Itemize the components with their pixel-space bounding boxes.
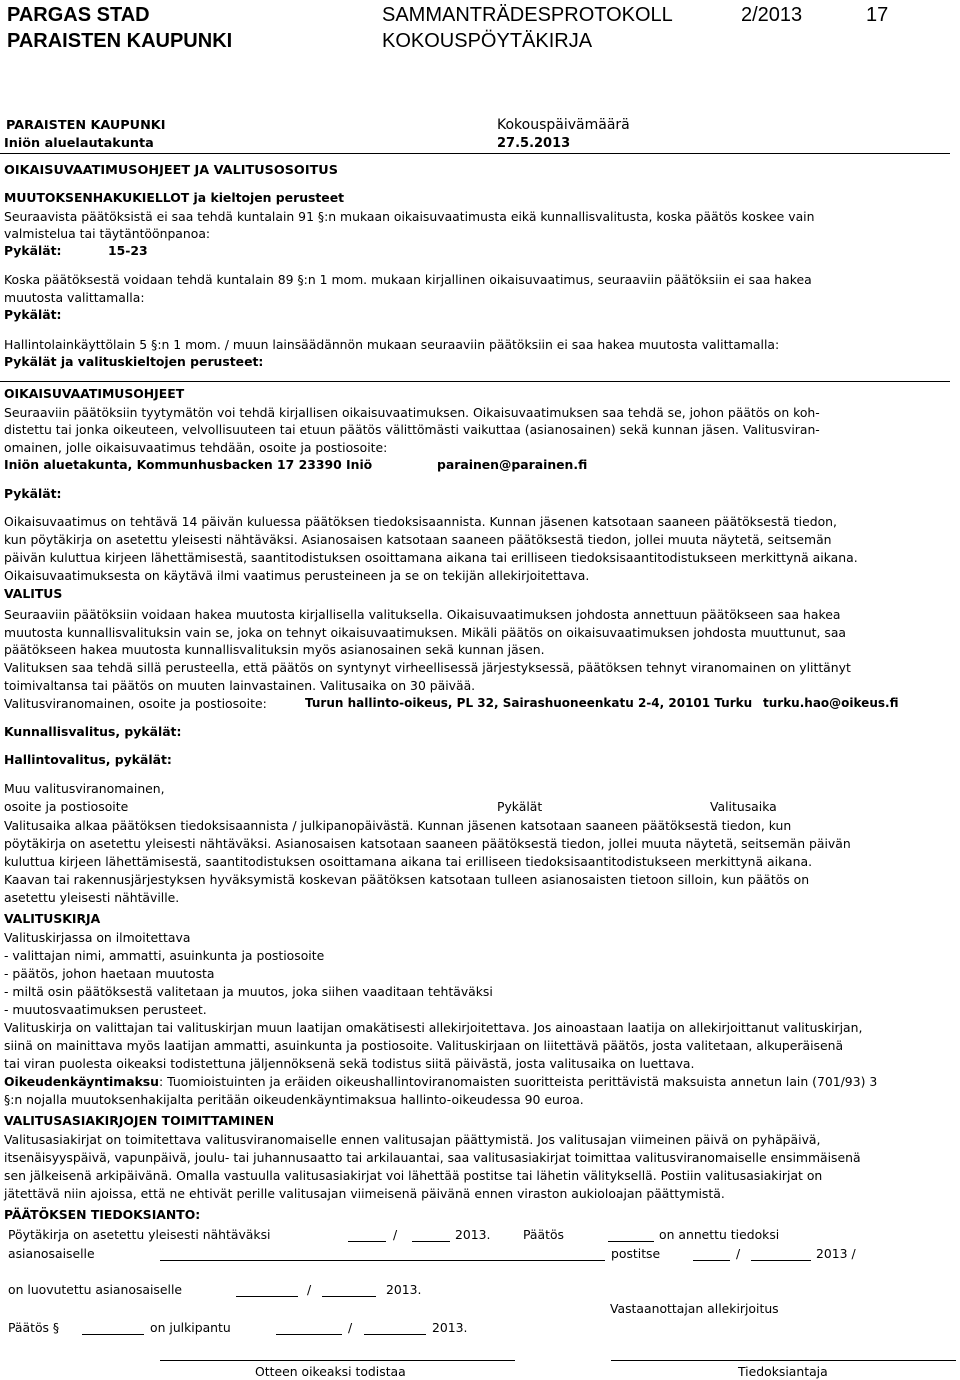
date-blank	[322, 1284, 376, 1297]
tiedoksianto-title: PÄÄTÖKSEN TIEDOKSIANTO:	[4, 1207, 201, 1222]
ban-pykalat-label-2: Pykälät:	[4, 307, 62, 322]
valitus-text: pöytäkirja on asetettu yleisesti nähtäväksi. Asianosaisen katsotaan saaneen päätöksestä tiedon, jollei muuta näytetä, seitsemän päivän	[4, 836, 851, 851]
valitus-text: osoite ja postiosoite	[4, 799, 129, 814]
ban-text: muutosta valittamalla:	[4, 290, 145, 305]
org-name-sv: PARGAS STAD	[7, 4, 150, 26]
recipient-blank	[160, 1248, 605, 1261]
oikaisu-text: distettu tai jonka oikeuteen, velvollisuuteen tai etuun päätös välittömästi vaikuttaa (asianosainen) sekä kunnan jäsen. Valitusviran-	[4, 422, 820, 437]
doc-type-sv: SAMMANTRÄDESPROTOKOLL	[382, 4, 673, 26]
doc-type-fi: KOKOUSPÖYTÄKIRJA	[382, 30, 593, 52]
meta-org: PARAISTEN KAUPUNKI	[6, 118, 166, 133]
slash: /	[393, 1227, 398, 1242]
luovutettu-label: on luovutettu asianosaiselle	[8, 1282, 183, 1297]
meta-divider	[0, 153, 950, 154]
slash: /	[307, 1282, 312, 1297]
valitus-text: Seuraaviin päätöksiin voidaan hakea muutosta kirjallisella valituksella. Oikaisuvaatimuksen johdosta annettuun päätökseen saa hakea	[4, 607, 841, 622]
valitus-title: VALITUS	[4, 586, 63, 601]
valitus-text: toimivaltansa tai päätös on muuten lainvastainen. Valitusaika on 30 päivää.	[4, 678, 476, 693]
kunnallisvalitus-label: Kunnallisvalitus, pykälät:	[4, 724, 182, 739]
oikaisu-text: omainen, jolle oikaisuvaatimus tehdään, osoite ja postiosoite:	[4, 440, 388, 455]
kirja-text: - muutosvaatimuksen perusteet.	[4, 1002, 207, 1017]
year-label: 2013 /	[816, 1246, 856, 1261]
page-number: 17	[866, 4, 889, 26]
signature-line	[611, 1360, 956, 1361]
nahtavana-label: Pöytäkirja on asetettu yleisesti nähtäväksi	[8, 1227, 271, 1242]
valitus-text: muutosta kunnallisvalituksin vain se, joka on tehnyt oikaisuvaatimuksen. Mikäli päätös on oikaisuvaatimuksen johdosta muuttunut, saa	[4, 625, 847, 640]
date-blank	[693, 1248, 730, 1261]
toimitus-text: Valitusasiakirjat on toimitettava valitusviranomaiselle ennen valitusajan päättymistä. Jos valitusajan viimeinen päivä on pyhäpäivä,	[4, 1132, 821, 1147]
paatos-blank	[608, 1229, 654, 1242]
section-divider	[0, 381, 950, 382]
toimitus-text: jätettävä niin ajoissa, että ne ehtivät perille valitusajan viimeisenä päivänä ennen viraston aukioloajan päättymistä.	[4, 1186, 725, 1201]
oikaisu-pykalat-label: Pykälät:	[4, 486, 62, 501]
valitus-email: turku.hao@oikeus.fi	[763, 696, 899, 710]
date-blank	[348, 1229, 386, 1242]
valitus-text: Kaavan tai rakennusjärjestyksen hyväksymistä koskevan päätöksen katsotaan tulleen asianosaisten tietoon silloin, kun päätös on	[4, 872, 810, 887]
ban-text: valmistelua tai täytäntöönpanoa:	[4, 226, 211, 241]
valitus-aika-col: Valitusaika	[710, 799, 777, 814]
postitse-label: postitse	[611, 1246, 661, 1261]
otteen-label: Otteen oikeaksi todistaa	[255, 1364, 406, 1379]
slash: /	[736, 1246, 741, 1261]
valitus-pykalat-col: Pykälät	[497, 799, 543, 814]
ban-text: Koska päätöksestä voidaan tehdä kuntalain 89 §:n 1 mom. mukaan kirjallinen oikaisuvaatimus, seuraaviin päätöksiin ei saa hakea	[4, 272, 812, 287]
section-blank	[82, 1322, 144, 1335]
valitus-addr: Turun hallinto-oikeus, PL 32, Sairashuoneenkatu 2-4, 20101 Turku	[305, 696, 753, 710]
date-blank	[236, 1284, 298, 1297]
protocol-number: 2/2013	[741, 4, 803, 26]
oikaisu-email: parainen@parainen.fi	[437, 457, 588, 472]
ban-text: Seuraavista päätöksistä ei saa tehdä kuntalain 91 §:n mukaan oikaisuvaatimusta eikä kunnallisvalitusta, koska päätös koskee vain	[4, 209, 815, 224]
oikaisu-text: päivän kuluttua kirjeen lähettämisestä, saantitodistuksen osoittamana aikana tai erilliseen tiedoksisaantitodistukseen merkittynä aikana.	[4, 550, 858, 565]
signature-line	[160, 1360, 515, 1361]
year-label: 2013.	[386, 1282, 422, 1297]
valitus-text: asetettu yleisesti nähtäville.	[4, 890, 180, 905]
hallintovalitus-label: Hallintovalitus, pykälät:	[4, 752, 172, 767]
oikaisu-text: kun pöytäkirja on asetettu yleisesti nähtäväksi. Asianosaisen katsotaan saaneen päätöksestä tiedon, jollei muuta näytetä, seitsemän	[4, 532, 832, 547]
fee-label: Oikeudenkäyntimaksu	[4, 1074, 160, 1089]
kirja-fee: §:n nojalla muutoksenhakijalta peritään oikeudenkäyntimaksua hallinto-oikeudessa 90 euroa.	[4, 1092, 584, 1107]
date-blank	[751, 1248, 811, 1261]
date-blank	[276, 1322, 342, 1335]
julkipantu-label: on julkipantu	[150, 1320, 231, 1335]
meta-date-label: Kokouspäivämäärä	[497, 117, 630, 133]
kirja-text: Valituskirja on valittajan tai valituskirjan muun laatijan omakätisesti allekirjoitettava. Jos ainoastaan laatija on allekirjoittanut valituskirjan,	[4, 1020, 863, 1035]
meta-date: 27.5.2013	[497, 136, 571, 151]
valitus-text: päätökseen hakea muutosta kunnallisvalituksin myös asianosainen sekä kunnan jäsen.	[4, 642, 545, 657]
kirja-text: Valituskirjassa on ilmoitettava	[4, 930, 191, 945]
valitus-text: kuluttua kirjeen lähettämisestä, saantitodistuksen osoittamana aikana tai erilliseen tiedoksisaantitodistukseen merkittynä aikana.	[4, 854, 813, 869]
toimitus-text: itsenäisyyspäivä, vapunpäivä, joulu- tai juhannusaatto tai arkilauantai, saa valitusasiakirjat toimittaa valitusviranomaiselle ensimmäisenä	[4, 1150, 861, 1165]
slash: /	[348, 1320, 353, 1335]
oikaisu-text: Seuraaviin päätöksiin tyytymätön voi tehdä kirjallisen oikaisuvaatimuksen. Oikaisuvaatimuksen saa tehdä se, johon päätös on koh-	[4, 405, 820, 420]
tiedoksiantaja-label: Tiedoksiantaja	[738, 1364, 828, 1379]
kirja-text: - valittajan nimi, ammatti, asuinkunta ja postiosoite	[4, 948, 325, 963]
kirja-title: VALITUSKIRJA	[4, 911, 101, 926]
ban-pykalat-label: Pykälät:	[4, 243, 62, 258]
kirja-text: - päätös, johon haetaan muutosta	[4, 966, 215, 981]
year-label: 2013.	[455, 1227, 491, 1242]
oikaisu-text: Oikaisuvaatimus on tehtävä 14 päivän kuluessa päätöksen tiedoksisaannista. Kunnan jäsenen katsotaan saaneen päätöksestä tiedon,	[4, 514, 837, 529]
kirja-text: siinä on mainittava myös laatijan ammatti, asuinkunta ja postiosoite. Valituskirjaan on liitettävä päätös, josta valitetaan, alkuperäisenä	[4, 1038, 844, 1053]
ban-pykalat-basis: Pykälät ja valituskieltojen perusteet:	[4, 354, 264, 369]
toimitus-text: sen jälkeisenä arkipäivänä. Omalla vastuulla valitusasiakirjat voi lähettää postitse tai lähetin välityksellä. Postiin valitusasiakirjat on	[4, 1168, 823, 1183]
kirja-text: tai viran puolesta oikeaksi todistettuna jäljennöksenä sekä todistus siitä päivästä, josta valitusaika on luettava.	[4, 1056, 695, 1071]
org-name-fi: PARAISTEN KAUPUNKI	[7, 30, 233, 52]
date-blank	[412, 1229, 450, 1242]
ban-text: Hallintolainkäyttölain 5 §:n 1 mom. / muun lainsäädännön mukaan seuraaviin päätöksiin ei saa hakea muutosta valittamalla:	[4, 337, 780, 352]
oikaisu-address: Iniön aluetakunta, Kommunhusbacken 17 23390 Iniö	[4, 457, 373, 472]
annettu-label: on annettu tiedoksi	[659, 1227, 780, 1242]
toimitus-title: VALITUSASIAKIRJOJEN TOIMITTAMINEN	[4, 1113, 275, 1128]
valitus-addr-label: Valitusviranomainen, osoite ja postiosoite:	[4, 696, 267, 711]
valitus-text: Valituksen saa tehdä sillä perusteella, että päätös on syntynyt virheellisessä järjestyksessä, päätöksen tehnyt viranomainen on ylittänyt	[4, 660, 851, 675]
date-blank	[364, 1322, 426, 1335]
ban-pykalat-value: 15-23	[108, 243, 148, 258]
oikaisu-text: Oikaisuvaatimuksesta on käytävä ilmi vaatimus perusteineen ja se on tekijän allekirjoitettava.	[4, 568, 590, 583]
section-title: OIKAISUVAATIMUSOHJEET JA VALITUSOSOITUS	[4, 163, 338, 178]
year-label: 2013.	[432, 1320, 468, 1335]
paatos-section-label: Päätös §	[8, 1320, 60, 1335]
asianosaiselle-label: asianosaiselle	[8, 1246, 95, 1261]
meta-body: Iniön aluelautakunta	[4, 136, 154, 151]
valitus-text: Muu valitusviranomainen,	[4, 781, 165, 796]
ban-title: MUUTOKSENHAKUKIELLOT ja kieltojen perusteet	[4, 190, 345, 205]
kirja-text: - miltä osin päätöksestä valitetaan ja muutos, joka siihen vaaditaan tehtäväksi	[4, 984, 493, 999]
oikaisu-title: OIKAISUVAATIMUSOHJEET	[4, 386, 185, 401]
valitus-text: Valitusaika alkaa päätöksen tiedoksisaannista / julkipanopäivästä. Kunnan jäsenen katsotaan saaneen päätöksestä tiedon, kun	[4, 818, 792, 833]
kirja-fee: Oikeudenkäyntimaksu: Tuomioistuinten ja eräiden oikeushallintoviranomaisten suoritteista perittävistä maksuista annetun lain (701/93) 3	[4, 1074, 878, 1089]
vastaanottaja-label: Vastaanottajan allekirjoitus	[610, 1301, 779, 1316]
paatos-label: Päätös	[523, 1227, 564, 1242]
